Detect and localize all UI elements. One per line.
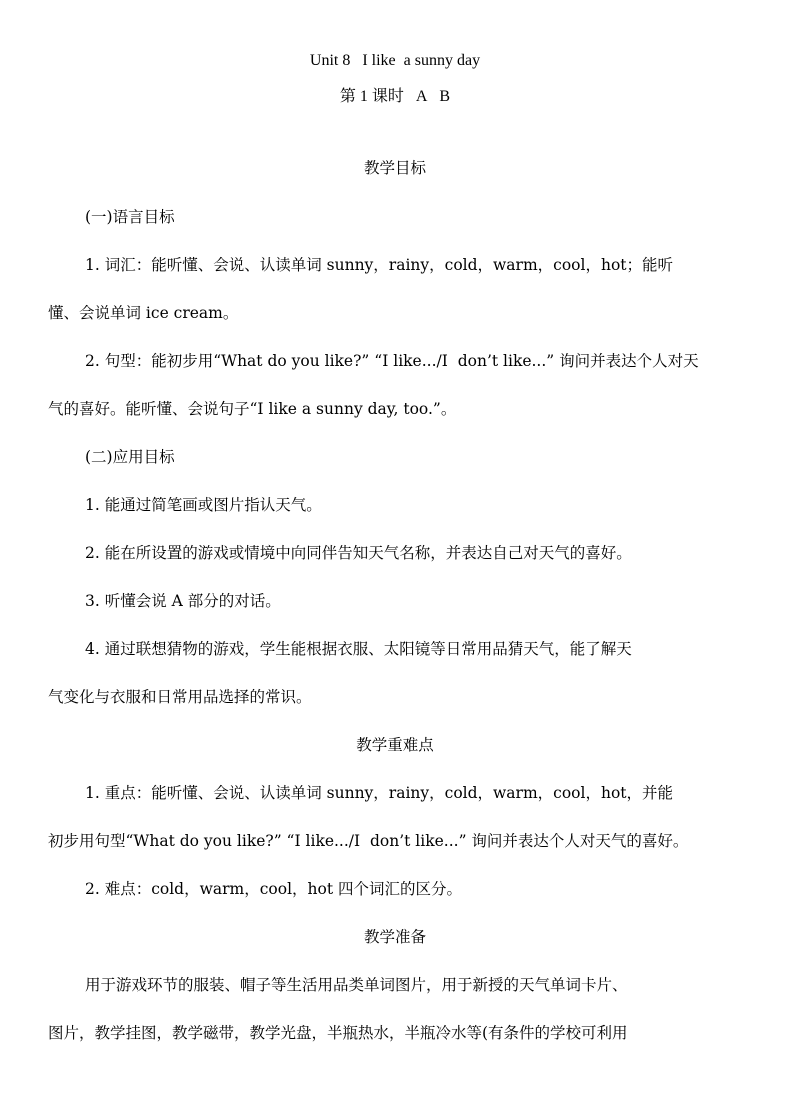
vocab-objective-line1: 1. 词汇：能听懂、会说、认读单词 sunny，rainy，cold，warm，cool，hot；能听 <box>85 256 674 274</box>
sentence-objective-line2: 气的喜好。能听懂、会说句子“I like a sunny day, too.”。 <box>48 400 457 418</box>
preparation-line1: 用于游戏环节的服装、帽子等生活用品类单词图片，用于新授的天气单词卡片、 <box>85 976 628 994</box>
application-item-4-line1: 4. 通过联想猜物的游戏，学生能根据衣服、太阳镜等日常用品猜天气，能了解天 <box>85 640 632 658</box>
preparation-heading: 教学准备 <box>363 928 426 946</box>
vocab-objective-line2: 懂、会说单词 ice cream。 <box>48 304 239 322</box>
application-item-3: 3. 听懂会说 A 部分的对话。 <box>85 592 281 610</box>
objectives-heading: 教学目标 <box>363 159 426 177</box>
application-item-4-line2: 气变化与衣服和日常用品选择的常识。 <box>48 688 312 706</box>
lesson-title: 第 1 课时 A B <box>339 88 451 105</box>
key-point-line1: 1. 重点：能听懂、会说、认读单词 sunny，rainy，cold，warm，cool，hot，并能 <box>85 784 674 802</box>
application-item-1: 1. 能通过简笔画或图片指认天气。 <box>85 496 322 514</box>
sentence-objective-line1: 2. 句型：能初步用“What do you like?” “I like.../I don’t like...” 询问并表达个人对天 <box>85 352 699 370</box>
difficult-point: 2. 难点：cold，warm，cool，hot 四个词汇的区分。 <box>85 880 462 898</box>
unit-title: Unit 8 I like a sunny day <box>309 52 481 69</box>
preparation-line2: 图片，教学挂图，教学磁带，教学光盘，半瓶热水，半瓶冷水等(有条件的学校可利用 <box>48 1024 628 1042</box>
language-objectives-heading: (一)语言目标 <box>85 208 175 226</box>
key-point-line2: 初步用句型“What do you like?” “I like.../I don’t like...” 询问并表达个人对天气的喜好。 <box>48 832 689 850</box>
application-objectives-heading: (二)应用目标 <box>85 448 175 466</box>
application-item-2: 2. 能在所设置的游戏或情境中向同伴告知天气名称，并表达自己对天气的喜好。 <box>85 544 632 562</box>
key-points-heading: 教学重难点 <box>356 736 434 754</box>
